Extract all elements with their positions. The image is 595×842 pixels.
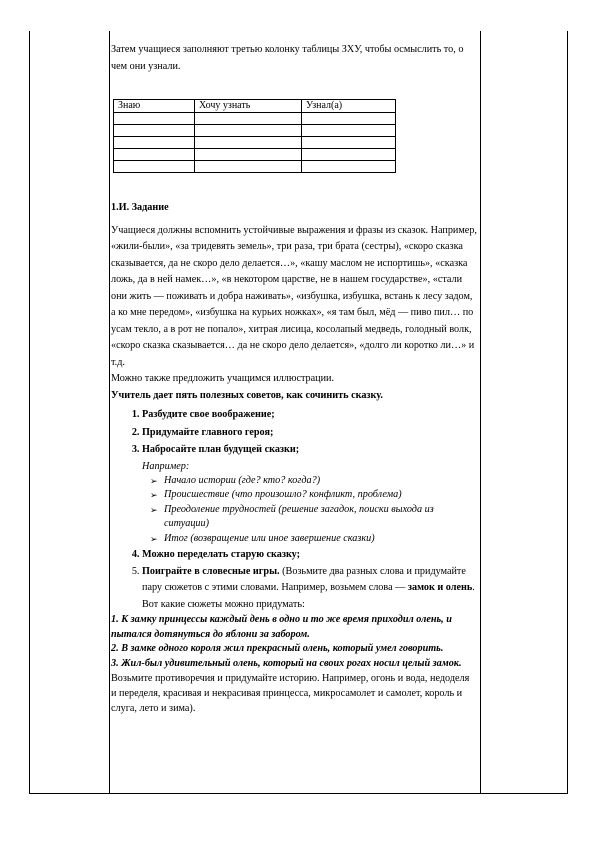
intro-text: Затем учащиеся заполняют третью колонку таблицы ЗХУ, чтобы осмыслить то, о чем они узнали. bbox=[111, 44, 464, 72]
tip5-lead: Поиграйте в словесные игры. bbox=[142, 565, 280, 577]
zhu-row bbox=[114, 149, 396, 161]
tip-item: 2. Придумайте главного героя; bbox=[142, 424, 477, 442]
illustrations-text: Можно также предложить учащимся иллюстрации. bbox=[111, 373, 335, 384]
section-title: 1.И. Задание bbox=[111, 202, 169, 213]
story-item: 3. Жил-был удивительный олень, который на своих рогах носил целый замок. bbox=[111, 657, 462, 669]
zhu-header-learned: Узнал(а) bbox=[302, 100, 396, 113]
tip-item: 1. Разбудите свое воображение; bbox=[142, 406, 477, 424]
tips-intro: Учитель дает пять полезных советов, как сочинить сказку. bbox=[111, 389, 383, 401]
zhu-header-row bbox=[114, 100, 396, 113]
zhu-header-know: Знаю bbox=[114, 100, 195, 113]
plan-item: ➢ Преодоление трудностей (решение загадок, поиски выхода из ситуации) bbox=[150, 503, 434, 529]
zhu-row bbox=[114, 113, 396, 125]
plan-list bbox=[142, 474, 477, 547]
story-item: 1. К замку принцессы каждый день в одно и то же время приходил олень, и пытался дотянуться до яблони за забором. bbox=[111, 614, 452, 640]
tip-item bbox=[142, 441, 477, 546]
section-text: Учащиеся должны вспомнить устойчивые выражения и фразы из сказок. Например, «жили-были», «за тридевять земель», три раза, три брата (сестры), «скоро сказка сказывается, да не скоро дело делается…», «кашу маслом не испортишь», «сказка ложь, да в ней намек…», «в некотором царстве, не в нашем государстве», «стали они жить — поживать и добра наживать», «избушка, избушка, встань к лесу задом, а ко мне передом», «избушка на курьих ножках», «я там был, мёд — пиво пил… по усам текло, а в рот не попало», хитрая лисица, косолапый медведь, голодный волк, «скоро сказка сказывается… да не скоро дело делается», «долго ли коротко ли…» и т.д. bbox=[111, 224, 477, 368]
zhu-table bbox=[113, 99, 396, 173]
example-label: Например: bbox=[142, 460, 190, 472]
arrow-bullet-icon: ➢ bbox=[150, 490, 158, 500]
column-divider-left bbox=[109, 31, 110, 794]
plan-item: ➢ Начало истории (где? кто? когда?) bbox=[150, 474, 477, 489]
tips-list bbox=[111, 406, 477, 613]
tip5-text: (Возьмите два разных слова и придумайте пару сюжетов с этими словами. Например, возьмем слова — bbox=[142, 565, 466, 593]
tip-item: 4. Можно переделать старую сказку; bbox=[142, 546, 477, 564]
plan-item: ➢ Происшествие (что произошло? конфликт, проблема) bbox=[150, 488, 477, 503]
zhu-row bbox=[114, 125, 396, 137]
zhu-row bbox=[114, 137, 396, 149]
lesson-content bbox=[111, 42, 477, 716]
arrow-bullet-icon: ➢ bbox=[150, 504, 158, 515]
tip5-bold: замок и олень bbox=[407, 582, 473, 593]
story-item: 2. В замке одного короля жил прекрасный олень, который умел говорить. bbox=[111, 643, 444, 654]
story-examples bbox=[111, 613, 477, 671]
zhu-header-want: Хочу узнать bbox=[195, 100, 302, 113]
arrow-bullet-icon: ➢ bbox=[150, 533, 158, 544]
tip5-end: . Вот какие сюжеты можно придумать: bbox=[142, 582, 475, 610]
plan-item: ➢ Итог (возвращение или иное завершение сказки) bbox=[150, 532, 477, 547]
arrow-bullet-icon: ➢ bbox=[150, 475, 158, 486]
tip-item-label: Набросайте план будущей сказки; bbox=[142, 444, 300, 455]
zhu-row bbox=[114, 161, 396, 173]
closing-text: Возьмите противоречия и придумайте историю. Например, огонь и вода, недоделя и переделя, красивая и некрасивая принцесса, микросамолет и самолет, король и слуга, лето и зима). bbox=[111, 673, 470, 714]
column-divider-right bbox=[480, 31, 481, 794]
tip-item bbox=[142, 564, 477, 614]
